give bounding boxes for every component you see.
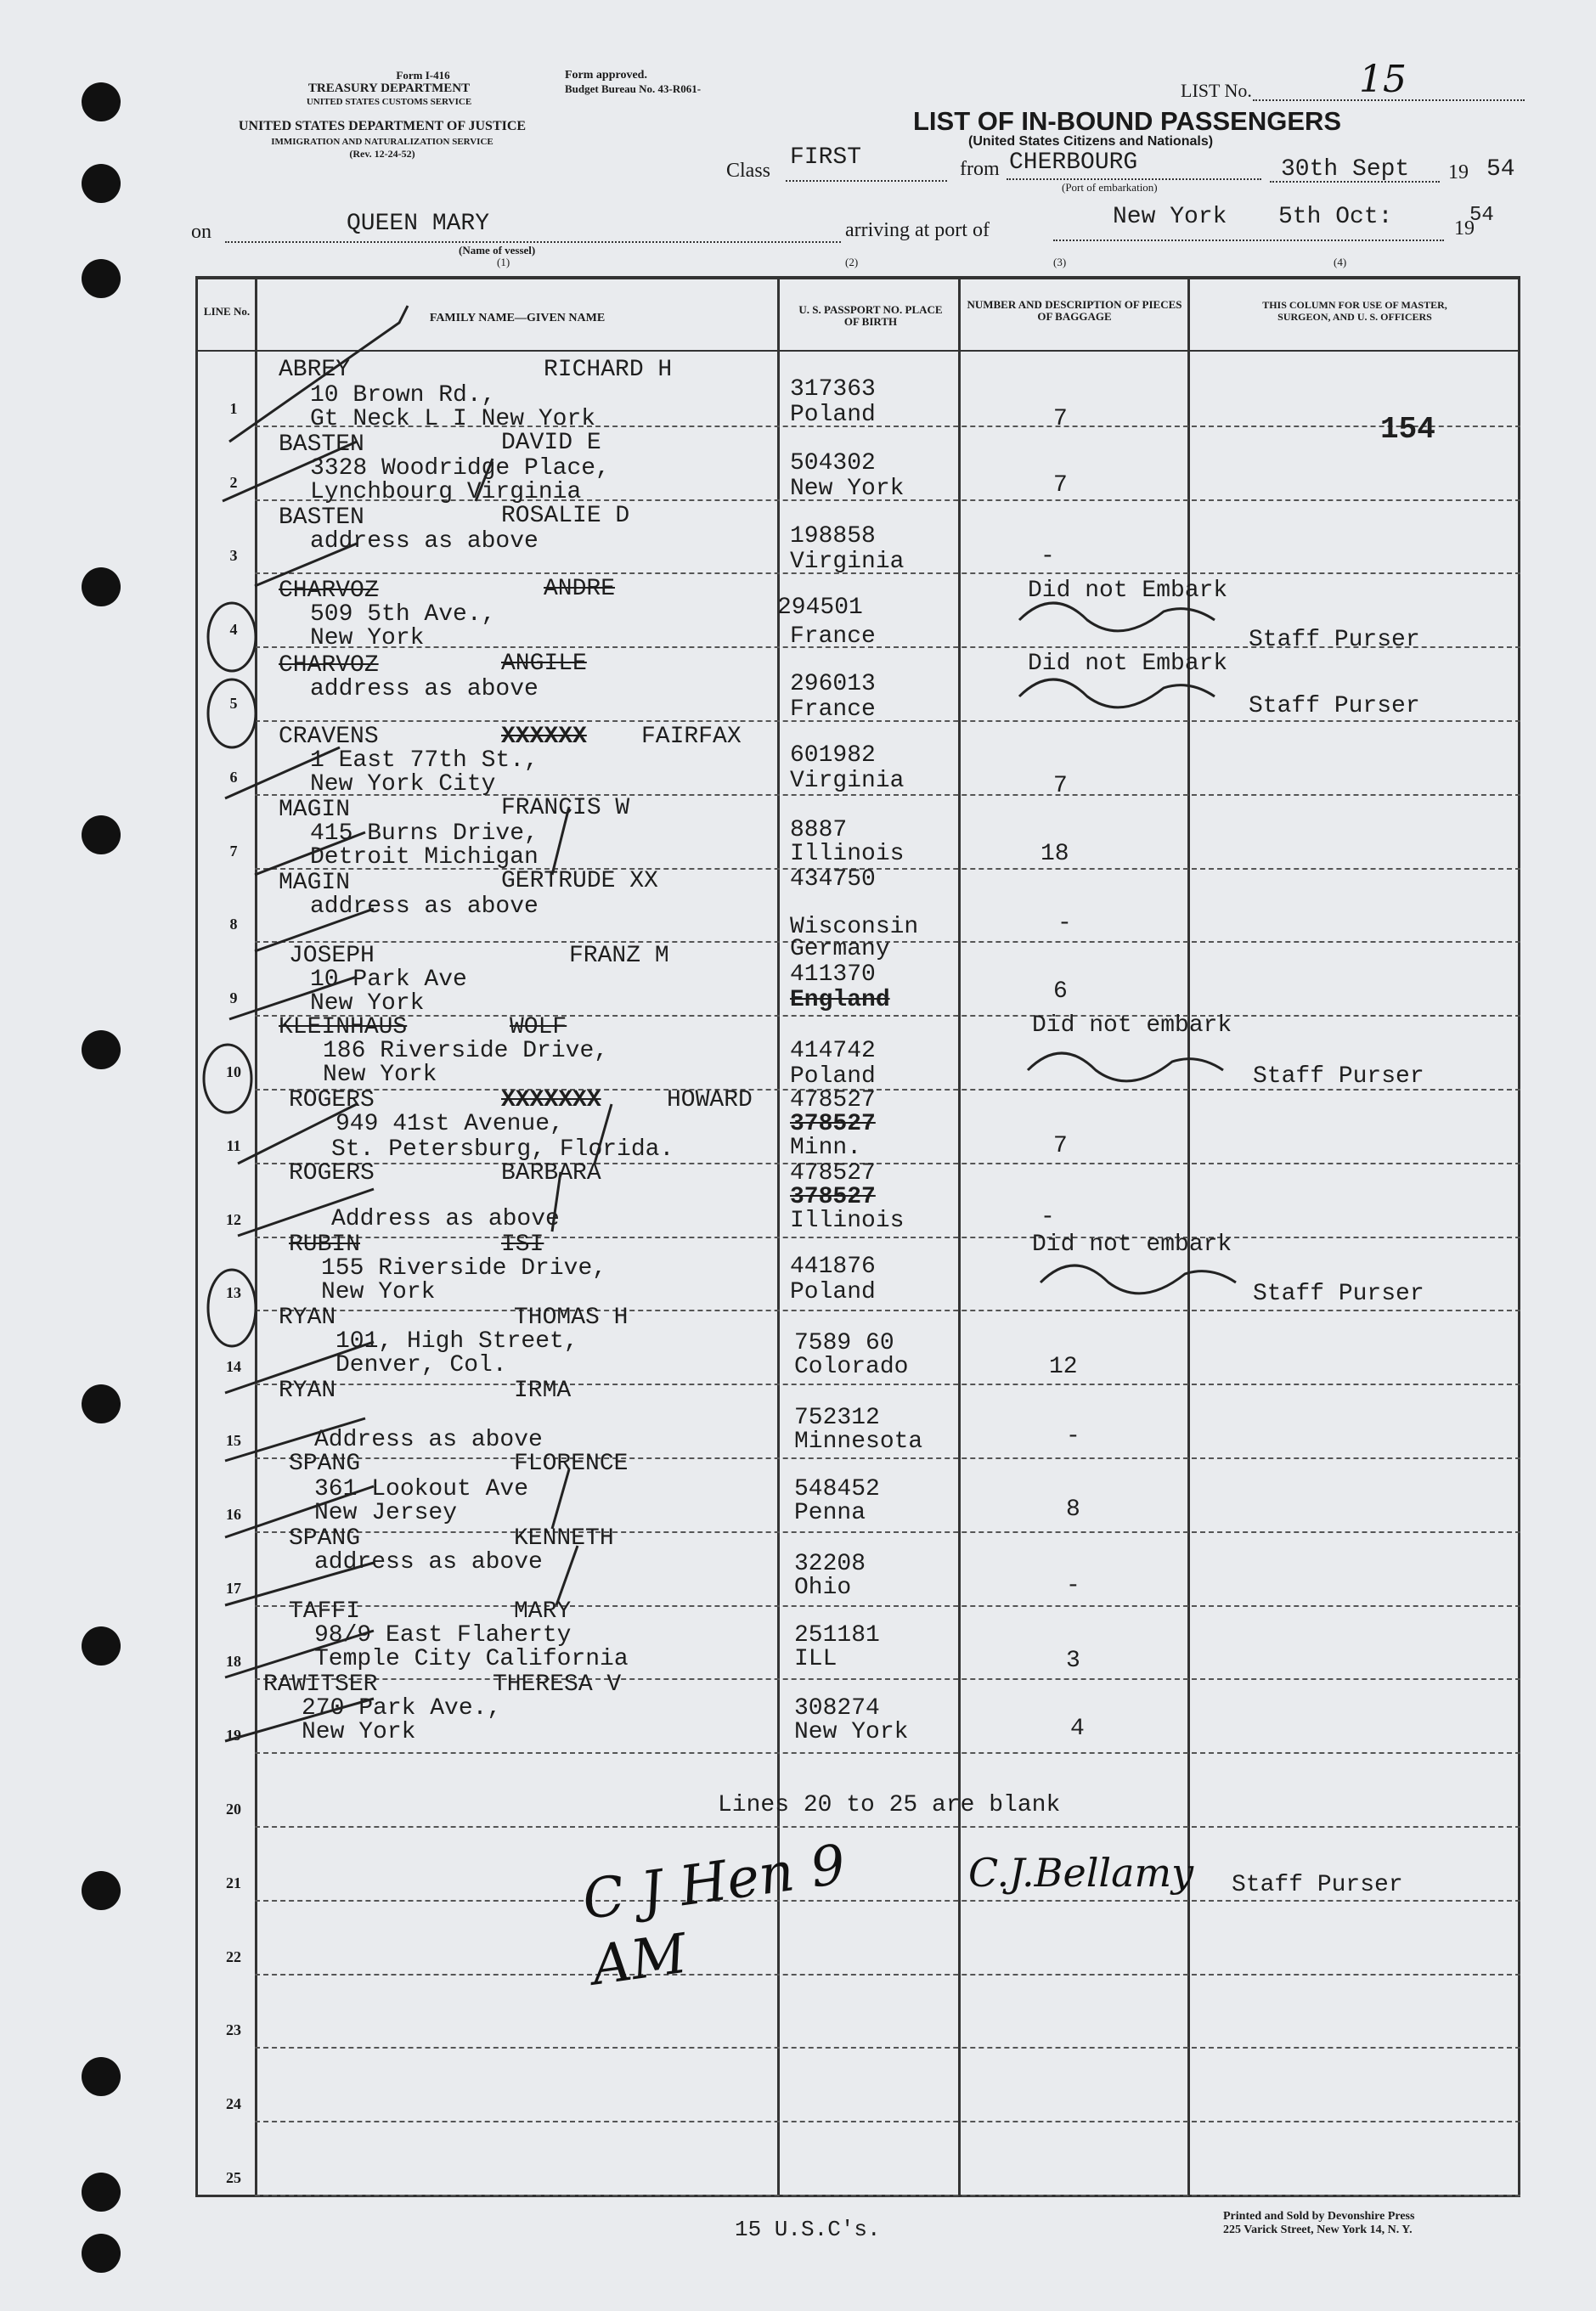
ins-line: IMMIGRATION AND NATURALIZATION SERVICE <box>271 137 493 147</box>
did-not-embark-note: Did not Embark <box>1028 578 1228 604</box>
struck-place-of-birth: England <box>790 987 890 1013</box>
from-port: CHERBOURG <box>1009 149 1138 176</box>
family-name: MAGIN <box>279 797 351 823</box>
column-4-number: (4) <box>1334 256 1347 268</box>
struck-passport-number: 378527 <box>790 1111 876 1137</box>
column-3-number: (3) <box>1053 256 1067 268</box>
list-no-handwritten: 15 <box>1359 58 1407 101</box>
check-mark <box>225 747 340 798</box>
line-number: 23 <box>226 2021 241 2038</box>
check-mark <box>476 459 493 501</box>
address-line-2: New York <box>321 1279 436 1305</box>
line-number: 7 <box>229 843 238 860</box>
baggage-count: 18 <box>1041 841 1069 867</box>
blank-lines-note: Lines 20 to 25 are blank <box>718 1792 1061 1818</box>
place-of-birth: Ohio <box>794 1575 852 1601</box>
line-number: 17 <box>226 1580 241 1597</box>
check-mark <box>255 544 357 586</box>
address-line-1: 3328 Woodridge Place, <box>310 455 610 482</box>
line-number: 18 <box>226 1653 241 1670</box>
department-of-justice: UNITED STATES DEPARTMENT OF JUSTICE <box>238 119 527 133</box>
treasury-department: TREASURY DEPARTMENT <box>307 82 471 95</box>
form-approved: Form approved. <box>565 69 647 82</box>
circle-mark <box>208 679 256 747</box>
check-mark <box>225 1563 374 1605</box>
officer-note: Staff Purser <box>1253 1281 1424 1307</box>
class-label: Class <box>726 160 771 182</box>
place-of-birth: Virginia <box>790 768 905 794</box>
line-number: 21 <box>226 1874 241 1891</box>
baggage-count: - <box>1066 1423 1080 1450</box>
address-line-1: 270 Park Ave., <box>302 1695 502 1722</box>
passport-number: 434750 <box>790 866 876 893</box>
usc-count: 15 U.S.C's. <box>735 2217 881 2242</box>
address-line-2: Detroit Michigan <box>310 844 539 871</box>
purser-signature: C.J.Bellamy <box>968 1850 1194 1896</box>
check-mark <box>255 832 365 875</box>
check-mark <box>225 1631 374 1677</box>
line-number: 3 <box>229 547 238 564</box>
address-line-2: New York <box>310 625 425 651</box>
address-line-1: 10 Park Ave <box>310 967 467 993</box>
line-number: 8 <box>229 916 238 933</box>
address-line-2: Temple City California <box>314 1646 629 1672</box>
line-number: 25 <box>226 2169 241 2186</box>
place-of-birth: Wisconsin <box>790 914 919 940</box>
baggage-count: - <box>1041 1204 1055 1231</box>
embark-caption: (Port of embarkation) <box>1062 181 1158 194</box>
baggage-count: - <box>1041 544 1055 570</box>
struck-passport-number: 378527 <box>790 1184 876 1210</box>
family-name: CHARVOZ <box>279 578 379 604</box>
place-of-birth: Virginia <box>790 549 905 575</box>
line-number: 5 <box>229 695 238 712</box>
address-line-1: 415 Burns Drive, <box>310 820 539 847</box>
check-mark <box>225 1342 374 1393</box>
family-name: ROGERS <box>289 1160 375 1187</box>
check-mark <box>552 1172 561 1232</box>
address-line-1: 101, High Street, <box>336 1328 578 1355</box>
passport-number: 317363 <box>790 376 876 403</box>
given-name: HOWARD <box>667 1087 753 1113</box>
budget-bureau: Budget Bureau No. 43-R061- <box>565 82 702 95</box>
did-not-embark-note: Did not embark <box>1032 1012 1232 1039</box>
passport-number: 8887 <box>790 817 848 843</box>
line-number: 10 <box>226 1063 241 1080</box>
passport-number: 478527 <box>790 1087 876 1113</box>
family-name: RUBIN <box>289 1232 361 1258</box>
address-line-1: 98/9 East Flaherty <box>314 1622 572 1649</box>
check-mark <box>225 1418 365 1461</box>
check-mark <box>595 1104 612 1164</box>
arriving-label: arriving at port of <box>845 219 990 241</box>
place-of-birth: Poland <box>790 402 876 428</box>
passport-number: 294501 <box>777 595 863 621</box>
given-name: GERTRUDE XX <box>501 868 658 894</box>
line-number: 14 <box>226 1358 241 1375</box>
signature-stroke <box>1019 603 1215 631</box>
line-number: 6 <box>229 769 238 786</box>
check-mark <box>223 442 357 501</box>
address-line-2: Denver, Col. <box>336 1352 507 1378</box>
baggage-count: - <box>1057 910 1072 937</box>
officer-note: Staff Purser <box>1253 1063 1424 1090</box>
address-line-1: 186 Riverside Drive, <box>323 1038 609 1064</box>
line-number: 1 <box>229 400 238 417</box>
baggage-count: 7 <box>1053 472 1068 499</box>
check-mark <box>552 1469 569 1529</box>
passport-number: 752312 <box>794 1405 880 1431</box>
passport-number: 504302 <box>790 450 876 476</box>
address-line-1: 949 41st Avenue, <box>336 1111 564 1137</box>
family-name: BASTEN <box>279 431 364 458</box>
address-line-1: Address as above <box>314 1427 543 1453</box>
place-of-birth: Minnesota <box>794 1429 923 1455</box>
address-line-2: Lynchbourg Virginia <box>310 479 582 505</box>
on-label: on <box>191 221 211 243</box>
line-number: 9 <box>229 989 238 1006</box>
family-name: JOSEPH <box>289 943 375 969</box>
given-name: DAVID E <box>501 430 601 456</box>
signature-stroke <box>1028 1053 1223 1081</box>
given-name: THERESA V <box>493 1671 622 1698</box>
arrival-year-prefix: 19 <box>1454 217 1475 240</box>
baggage-count: 7 <box>1053 406 1068 432</box>
address-line-1: 155 Riverside Drive, <box>321 1255 607 1282</box>
struck-given-name: XXXXXXX <box>501 1087 601 1113</box>
given-name: FLORENCE <box>514 1451 629 1477</box>
address-line-2: New York <box>310 990 425 1017</box>
customs-service: UNITED STATES CUSTOMS SERVICE <box>306 97 472 107</box>
family-name: MAGIN <box>279 870 351 896</box>
given-name: ISI <box>501 1232 544 1258</box>
place-of-birth: Minn. <box>790 1135 862 1161</box>
place-of-birth: Poland <box>790 1279 876 1305</box>
address-line-2: New Jersey <box>314 1500 458 1526</box>
baggage-count: 7 <box>1053 1133 1068 1159</box>
family-name: TAFFI <box>289 1598 361 1625</box>
passport-header: U. S. PASSPORT NO. PLACE OF BIRTH <box>798 303 943 328</box>
struck-given-name: XXXXXX <box>501 724 587 750</box>
address-line-1: address as above <box>310 676 539 702</box>
address-line-2: St. Petersburg, Florida. <box>331 1136 674 1163</box>
baggage-count: - <box>1066 1573 1080 1599</box>
passport-number: 296013 <box>790 671 876 697</box>
family-name: SPANG <box>289 1451 361 1477</box>
place-of-birth: New York <box>794 1719 909 1745</box>
family-name: ROGERS <box>289 1087 375 1113</box>
family-name: CHARVOZ <box>279 652 379 679</box>
embark-date: 30th Sept <box>1281 156 1410 183</box>
given-name: IRMA <box>514 1378 572 1404</box>
passport-number: 7589 60 <box>794 1330 894 1356</box>
printer-line-2: 225 Varick Street, New York 14, N. Y. <box>1223 2224 1413 2236</box>
given-name: ROSALIE D <box>501 503 630 529</box>
circle-mark <box>208 1270 256 1346</box>
address-line-1: 10 Brown Rd., <box>310 382 496 409</box>
passport-number: 251181 <box>794 1622 880 1649</box>
address-line-2: New York <box>302 1719 416 1745</box>
address-line-1: address as above <box>314 1549 543 1575</box>
arrival-date: 5th Oct: <box>1278 204 1393 230</box>
family-name: ABREY <box>279 357 351 383</box>
signature-stroke <box>1041 1265 1236 1294</box>
purser-title: Staff Purser <box>1232 1872 1403 1898</box>
place-of-birth: ILL <box>794 1646 837 1672</box>
embark-year: 54 <box>1486 156 1515 183</box>
place-of-birth: Colorado <box>794 1354 909 1380</box>
line-number: 15 <box>226 1432 241 1449</box>
arrival-year: 54 <box>1469 204 1494 227</box>
family-name: RYAN <box>279 1305 336 1331</box>
given-name: WOLF <box>510 1014 567 1040</box>
officer-note: Staff Purser <box>1249 693 1420 719</box>
did-not-embark-note: Did not Embark <box>1028 651 1228 677</box>
passport-number: 32208 <box>794 1551 866 1577</box>
address-line-1: 509 5th Ave., <box>310 601 496 628</box>
passport-number: 478527 <box>790 1160 876 1187</box>
address-line-1: Address as above <box>331 1206 560 1232</box>
passport-number: 441876 <box>790 1254 876 1280</box>
passport-number: 414742 <box>790 1038 876 1064</box>
place-of-birth: Germany <box>790 936 890 962</box>
address-line-1: address as above <box>310 528 539 555</box>
line-number: 20 <box>226 1801 241 1818</box>
passport-number: 308274 <box>794 1695 880 1722</box>
baggage-count: 8 <box>1066 1497 1080 1523</box>
check-mark <box>255 909 374 951</box>
family-name: RYAN <box>279 1378 336 1404</box>
family-name: BASTEN <box>279 504 364 531</box>
baggage-count: 3 <box>1066 1648 1080 1674</box>
officer-initials: C J Hen 9 AM <box>578 1833 850 1998</box>
baggage-count: 12 <box>1049 1354 1078 1380</box>
baggage-count: 6 <box>1053 978 1068 1005</box>
check-mark <box>225 1486 374 1537</box>
line-number: 4 <box>229 621 238 638</box>
class-value: FIRST <box>790 144 862 171</box>
passport-number: 198858 <box>790 523 876 550</box>
list-no-label: LIST No. <box>1181 80 1252 101</box>
address-line-2: New York <box>323 1062 437 1088</box>
place-of-birth: Illinois <box>790 841 905 867</box>
check-mark <box>238 1104 357 1164</box>
passport-number: 411370 <box>790 961 876 988</box>
check-mark <box>225 1699 374 1741</box>
check-mark <box>552 807 569 875</box>
place-of-birth: France <box>790 623 876 650</box>
address-line-1: 1 East 77th St., <box>310 747 539 774</box>
line-number: 13 <box>226 1284 241 1301</box>
family-name: KLEINHAUS <box>279 1014 408 1040</box>
officers-header: THIS COLUMN FOR USE OF MASTER, SURGEON, AND U. S. OFFICERS <box>1262 299 1447 323</box>
officer-note: 154 <box>1380 412 1435 447</box>
column-2-number: (2) <box>845 256 859 268</box>
form-title: LIST OF IN-BOUND PASSENGERS <box>913 106 1342 136</box>
passport-number: 548452 <box>794 1476 880 1502</box>
baggage-count: 4 <box>1070 1716 1085 1742</box>
from-label: from <box>960 158 1000 180</box>
family-name: SPANG <box>289 1525 361 1552</box>
given-name: FRANCIS W <box>501 795 630 821</box>
line-number: 24 <box>226 2095 241 2112</box>
given-name: MARY <box>514 1598 572 1625</box>
given-name: ANGILE <box>501 651 587 677</box>
line-number: 19 <box>226 1727 241 1744</box>
check-mark <box>238 1189 374 1236</box>
embark-year-prefix: 19 <box>1448 161 1469 183</box>
officer-note: Staff Purser <box>1249 627 1420 653</box>
vessel-caption: (Name of vessel) <box>459 244 536 256</box>
line-no-header: LINE No. <box>203 305 251 318</box>
given-name: RICHARD H <box>544 357 673 383</box>
place-of-birth: France <box>790 696 876 723</box>
address-line-1: 361 Lookout Ave <box>314 1476 529 1502</box>
line-number: 2 <box>229 474 238 491</box>
printer-line-1: Printed and Sold by Devonshire Press <box>1223 2210 1415 2223</box>
check-mark <box>556 1546 578 1605</box>
place-of-birth: Poland <box>790 1063 876 1090</box>
baggage-header: NUMBER AND DESCRIPTION OF PIECES OF BAGGAGE <box>967 298 1182 323</box>
address-line-2: Gt Neck L I New York <box>310 406 596 432</box>
baggage-count: 7 <box>1053 773 1068 799</box>
check-mark <box>229 977 357 1019</box>
given-name: BARBARA <box>501 1160 601 1187</box>
line-number: 16 <box>226 1506 241 1523</box>
name-header: FAMILY NAME—GIVEN NAME <box>429 312 606 324</box>
given-name: FAIRFAX <box>641 724 742 750</box>
form-number: Form I-416 <box>396 69 450 82</box>
place-of-birth: Illinois <box>790 1208 905 1234</box>
given-name: THOMAS H <box>514 1305 629 1331</box>
place-of-birth: Penna <box>794 1500 866 1526</box>
given-name: KENNETH <box>514 1525 614 1552</box>
signature-stroke <box>1019 679 1215 707</box>
revision: (Rev. 12-24-52) <box>349 148 415 160</box>
given-name: FRANZ M <box>569 943 669 969</box>
address-line-1: address as above <box>310 893 539 920</box>
line-number: 22 <box>226 1948 241 1965</box>
column-1-number: (1) <box>497 256 510 268</box>
address-line-2: New York City <box>310 771 496 798</box>
vessel-name: QUEEN MARY <box>347 211 490 237</box>
line-number: 12 <box>226 1211 241 1228</box>
arrival-port: New York <box>1113 204 1227 230</box>
given-name: ANDRE <box>544 576 616 602</box>
family-name: RAWITSER <box>263 1671 378 1698</box>
passport-number: 601982 <box>790 742 876 769</box>
family-name: CRAVENS <box>279 724 379 750</box>
check-mark <box>229 306 408 442</box>
did-not-embark-note: Did not embark <box>1032 1232 1232 1258</box>
place-of-birth: New York <box>790 476 905 502</box>
circle-mark <box>208 603 256 671</box>
form-subtitle: (United States Citizens and Nationals) <box>968 134 1214 149</box>
circle-mark <box>204 1045 251 1113</box>
line-number: 11 <box>226 1137 241 1154</box>
